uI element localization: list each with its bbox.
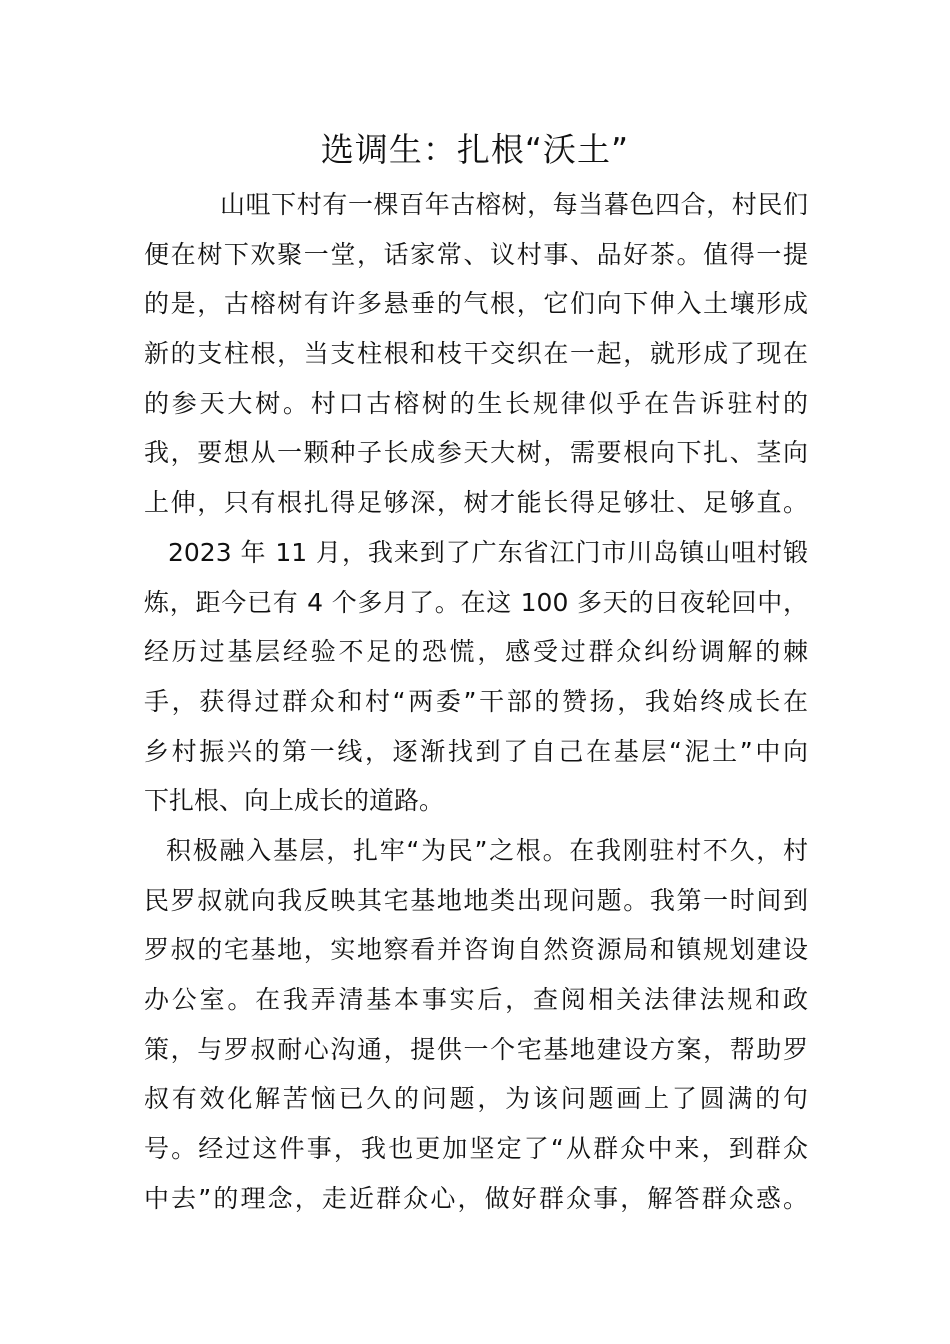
paragraph-3	[144, 826, 808, 1224]
paragraph-line: 经历过基层经验不足的恐慌，感受过群众纠纷调解的棘	[144, 637, 808, 667]
paragraph-line: 下扎根、向上成长的道路。	[144, 786, 445, 816]
document-body	[144, 180, 808, 1223]
paragraph-line: 便在树下欢聚一堂，话家常、议村事、品好茶。值得一提	[144, 239, 808, 269]
paragraph-line: 办公室。在我弄清基本事实后，查阅相关法律法规和政	[144, 985, 808, 1014]
paragraph-line: 积极融入基层，扎牢“为民”之根。在我刚驻村不久，村	[166, 835, 808, 865]
paragraph-line: 2023 年 11 月，我来到了广东省江门市川岛镇山咀村锻	[168, 537, 808, 567]
paragraph-line: 手，获得过群众和村“两委”干部的赞扬，我始终成长在	[144, 686, 808, 716]
paragraph-line: 的参天大树。村口古榕树的生长规律似乎在告诉驻村的	[144, 388, 808, 418]
paragraph-line: 的是，古榕树有许多悬垂的气根，它们向下伸入土壤形成	[144, 289, 808, 319]
paragraph-2	[144, 528, 808, 826]
document-title: 选调生：扎根“沃土”	[320, 130, 630, 169]
paragraph-line: 炼，距今已有 4 个多月了。在这 100 多天的日夜轮回中，	[144, 587, 808, 617]
paragraph-line: 民罗叔就向我反映其宅基地地类出现问题。我第一时间到	[144, 885, 808, 915]
paragraph-line: 山咀下村有一棵百年古榕树，每当暮色四合，村民们	[220, 190, 808, 219]
paragraph-line: 罗叔的宅基地，实地察看并咨询自然资源局和镇规划建设	[144, 935, 808, 965]
paragraph-line: 策，与罗叔耐心沟通，提供一个宅基地建设方案，帮助罗	[144, 1034, 808, 1064]
paragraph-line: 我，要想从一颗种子长成参天大树，需要根向下扎、茎向	[144, 438, 808, 468]
paragraph-line: 号。经过这件事，我也更加坚定了“从群众中来，到群众	[144, 1134, 808, 1164]
paragraph-line: 新的支柱根，当支柱根和枝干交织在一起，就形成了现在	[144, 339, 808, 369]
paragraph-line: 乡村振兴的第一线，逐渐找到了自己在基层“泥土”中向	[144, 736, 808, 766]
paragraph-line: 叔有效化解苦恼已久的问题，为该问题画上了圆满的句	[144, 1084, 808, 1114]
paragraph-line: 中去”的理念，走近群众心，做好群众事，解答群众惑。	[144, 1183, 808, 1213]
paragraph-1	[144, 180, 808, 528]
paragraph-line: 上伸，只有根扎得足够深，树才能长得足够壮、足够直。	[144, 488, 808, 518]
